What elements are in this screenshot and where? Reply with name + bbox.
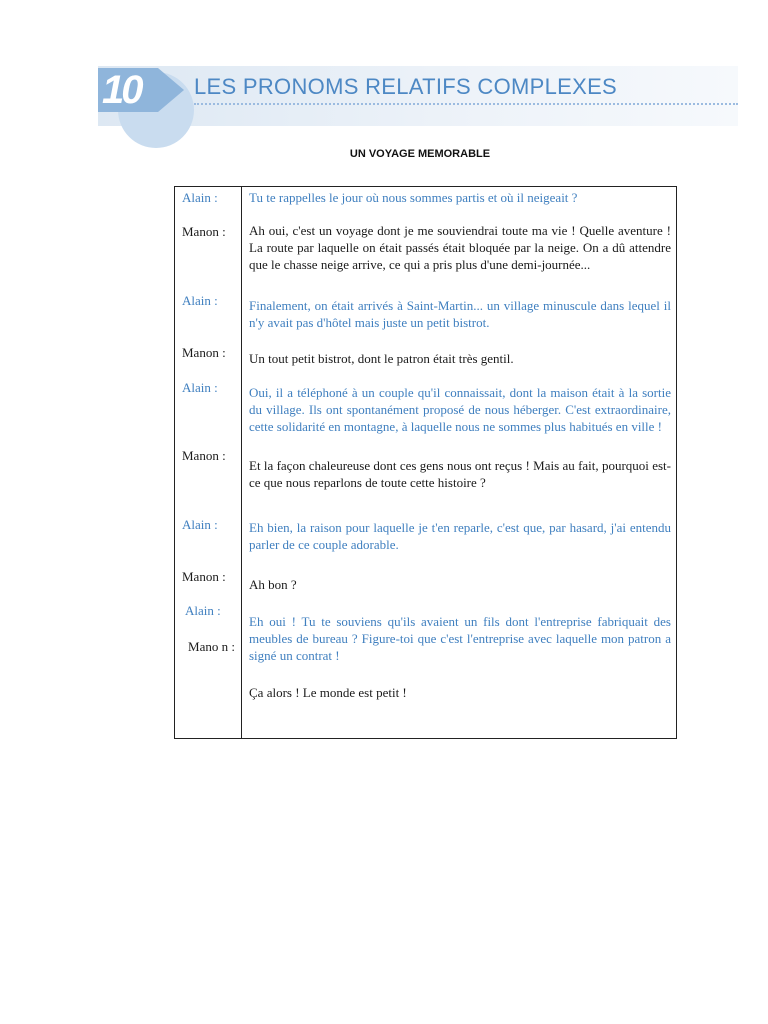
dialogue-line: Ah bon ? [249, 577, 297, 592]
dialogue-line: Un tout petit bistrot, dont le patron était très gentil. [249, 351, 514, 366]
speaker-label: Alain : [182, 517, 218, 532]
dialogue-line: Oui, il a téléphoné à un couple qu'il connaissait, dont la maison était à la sortie du village. Ils ont spontanément proposé de nous héberger. C'est extraordinaire, cette solidarité en montagne, à laquelle nous ne sommes plus habitués en ville ! [249, 385, 671, 434]
chapter-title: LES PRONOMS RELATIFS COMPLEXES [194, 74, 618, 99]
dialogue-line: Ça alors ! Le monde est petit ! [249, 685, 407, 700]
dialogue-line: Eh oui ! Tu te souviens qu'ils avaient un fils dont l'entreprise fabriquait des meubles de bureau ? Figure-toi que c'est l'entreprise avec laquelle mon patron a signé un contrat ! [249, 614, 671, 663]
speaker-label: Manon : [182, 345, 226, 360]
dialogue-title: UN VOYAGE MEMORABLE [349, 148, 491, 160]
dialogue-line: Eh bien, la raison pour laquelle je t'en reparle, c'est que, par hasard, j'ai entendu parler de ce couple adorable. [249, 520, 671, 552]
chapter-banner [98, 66, 738, 126]
speaker-label: Mano n : [188, 639, 235, 654]
speaker-label: Manon : [182, 569, 226, 584]
dialogue-line: Finalement, on était arrivés à Saint-Martin... un village minuscule dans lequel il n'y avait pas d'hôtel mais juste un petit bistrot. [249, 298, 671, 330]
speaker-label: Alain : [182, 380, 218, 395]
column-divider [241, 187, 242, 738]
chapter-number: 10 [102, 68, 141, 112]
dialogue-line: Ah oui, c'est un voyage dont je me souviendrai toute ma vie ! Quelle aventure ! La route par laquelle on était passés était bloquée par la neige. On a dû attendre que le chasse neige arrive, ce qui a pris plus d'une demi-journée... [249, 223, 671, 272]
speaker-label: Alain : [182, 293, 218, 308]
dialogue-table [174, 186, 677, 739]
speaker-label: Manon : [182, 224, 226, 239]
speaker-label: Manon : [182, 448, 226, 463]
speaker-label: Alain : [182, 190, 218, 205]
dialogue-line: Tu te rappelles le jour où nous sommes partis et où il neigeait ? [249, 190, 578, 205]
dialogue-line: Et la façon chaleureuse dont ces gens nous ont reçus ! Mais au fait, pourquoi est-ce que nous reparlons de toute cette histoire ? [249, 458, 671, 490]
banner-dotted-rule [194, 103, 738, 105]
speaker-label: Alain : [185, 603, 221, 618]
